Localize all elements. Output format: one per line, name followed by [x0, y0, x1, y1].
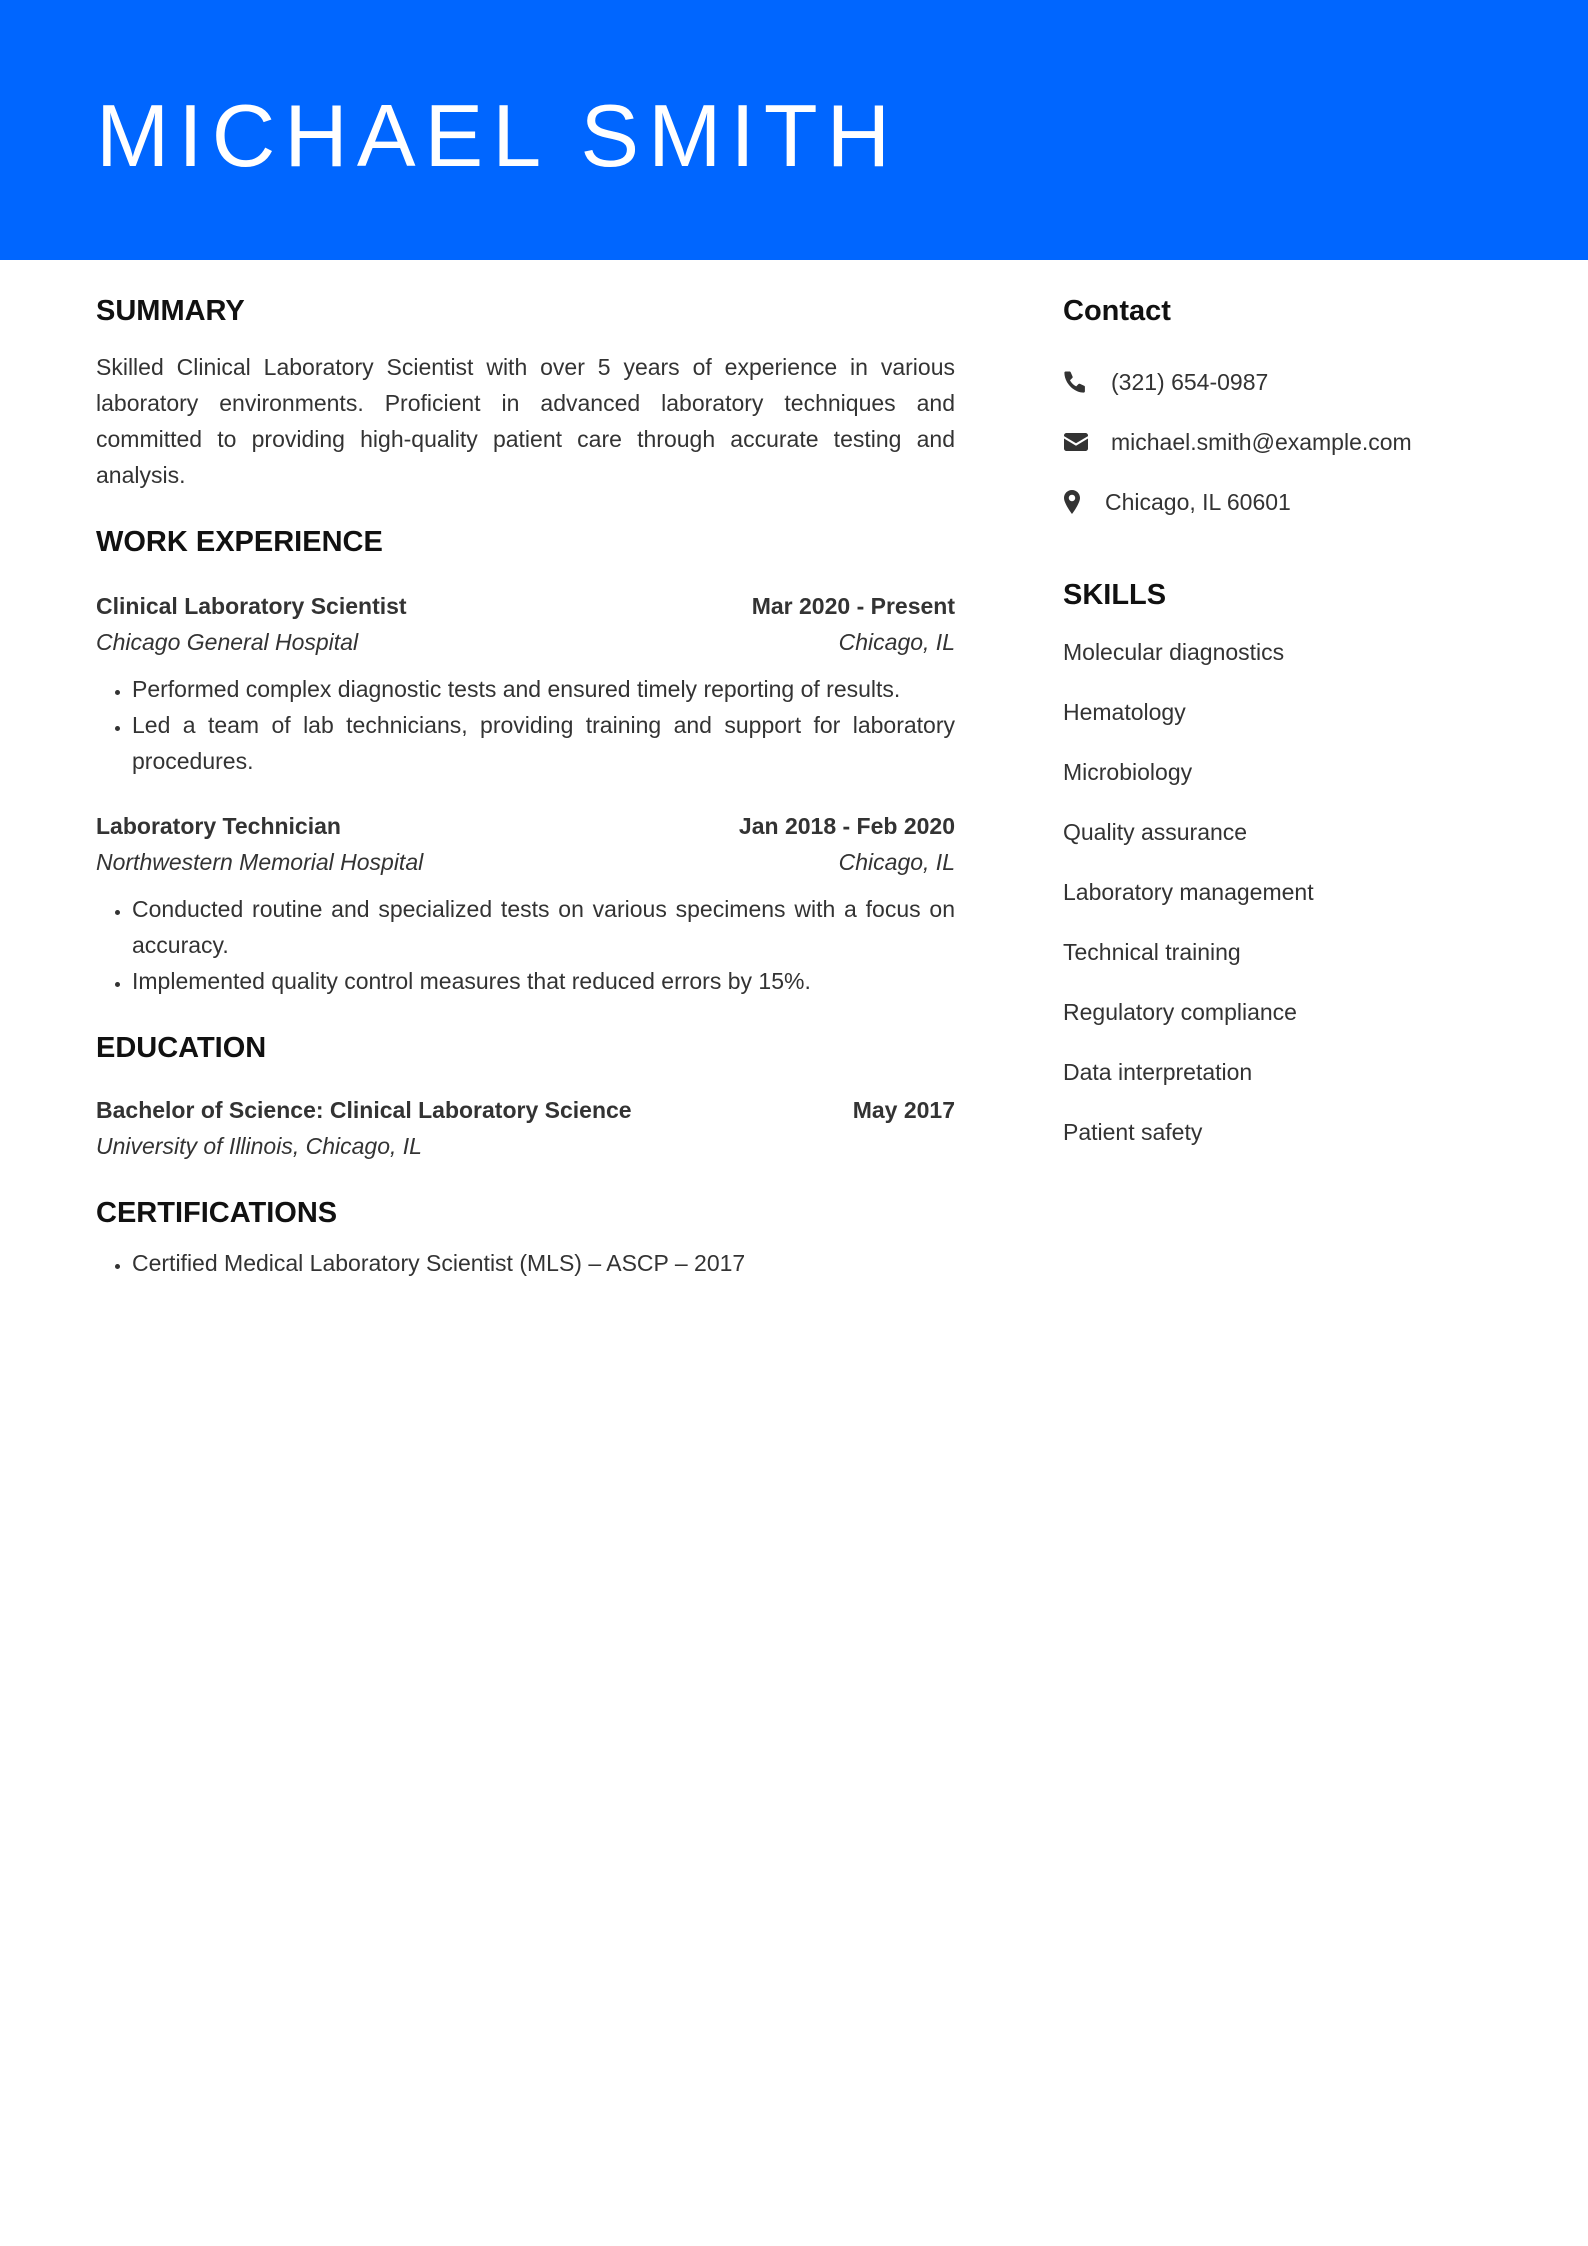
contact-location-text: Chicago, IL 60601: [1105, 489, 1291, 515]
contact-location: [1063, 484, 1503, 520]
job-bullet: • Implemented quality control measures that reduced errors by 15%.: [132, 963, 955, 999]
map-pin-icon: [1063, 489, 1083, 515]
skill-item: Patient safety: [1063, 1119, 1203, 1145]
work-experience-heading: WORK EXPERIENCE: [96, 526, 383, 558]
skills-list: [1063, 634, 1503, 1150]
certifications-heading: CERTIFICATIONS: [96, 1197, 338, 1229]
skill-item: Technical training: [1063, 939, 1241, 965]
job-bullet: • Conducted routine and specialized tests on various specimens with a focus on accuracy.: [132, 891, 955, 963]
contact-heading: Contact: [1063, 295, 1171, 327]
summary-heading: SUMMARY: [96, 295, 245, 327]
skill-item: Molecular diagnostics: [1063, 639, 1285, 665]
job-bullets: [96, 891, 955, 999]
job-role: Clinical Laboratory Scientist: [96, 593, 407, 619]
header-banner: [0, 0, 1588, 260]
candidate-name: MICHAEL SMITH: [96, 86, 900, 185]
certifications-list: [96, 1245, 955, 1281]
contact-phone-text: (321) 654-0987: [1111, 369, 1269, 395]
education-degree: Bachelor of Science: Clinical Laboratory Science: [96, 1097, 632, 1123]
education-heading: EDUCATION: [96, 1032, 267, 1064]
skill-item: Data interpretation: [1063, 1059, 1253, 1085]
job-entry: [96, 588, 955, 779]
skill-item: Microbiology: [1063, 759, 1193, 785]
job-location: Chicago, IL: [838, 629, 955, 655]
job-bullets: [96, 671, 955, 779]
contact-email: [1063, 424, 1503, 460]
certification-item: • Certified Medical Laboratory Scientist (MLS) – ASCP – 2017: [132, 1245, 955, 1281]
education-entry: [96, 1092, 955, 1164]
side-column: [1063, 290, 1503, 1174]
job-dates: Mar 2020 - Present: [751, 593, 955, 619]
contact-email-text[interactable]: michael.smith@example.com: [1111, 429, 1412, 455]
education-school: University of Illinois, Chicago, IL: [96, 1133, 422, 1159]
job-entry: [96, 808, 955, 999]
job-location: Chicago, IL: [838, 849, 955, 875]
skill-item: Laboratory management: [1063, 879, 1314, 905]
job-bullet: • Performed complex diagnostic tests and ensured timely reporting of results.: [132, 671, 955, 707]
main-column: [96, 290, 955, 1281]
job-employer: Northwestern Memorial Hospital: [96, 849, 424, 875]
job-dates: Jan 2018 - Feb 2020: [738, 813, 955, 839]
job-role: Laboratory Technician: [96, 813, 341, 839]
education-date: May 2017: [852, 1097, 955, 1123]
skills-heading: SKILLS: [1063, 579, 1167, 611]
skill-item: Regulatory compliance: [1063, 999, 1297, 1025]
contact-phone: [1063, 364, 1503, 400]
job-bullet: • Led a team of lab technicians, providing training and support for laboratory procedures.: [132, 707, 955, 779]
skill-item: Quality assurance: [1063, 819, 1248, 845]
envelope-icon: [1063, 429, 1089, 455]
skill-item: Hematology: [1063, 699, 1186, 725]
job-employer: Chicago General Hospital: [96, 629, 359, 655]
summary-text: Skilled Clinical Laboratory Scientist with over 5 years of experience in various laboratory environments. Proficient in advanced laboratory techniques and committed to providing high-quality patient care through accurate testing and analysis.: [96, 354, 955, 488]
phone-icon: [1063, 369, 1089, 395]
